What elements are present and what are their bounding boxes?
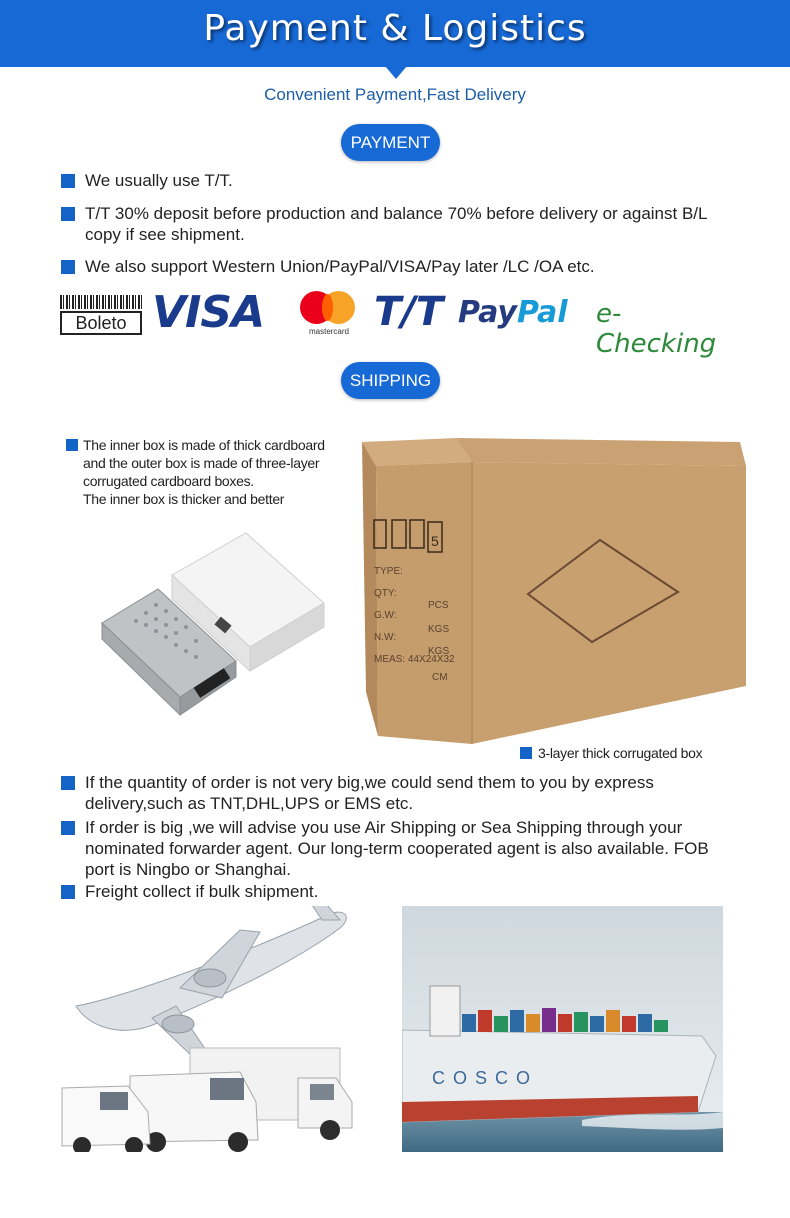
inner-box-note-line: The inner box is made of thick cardboard — [83, 437, 325, 453]
payment-bullet-text: T/T 30% deposit before production and balance 70% before delivery or against B/L copy if see shipment. — [85, 204, 707, 244]
payment-bullet-text: We also support Western Union/PayPal/VISA/Pay later /LC /OA etc. — [85, 257, 595, 276]
shipping-section-label: SHIPPING — [341, 362, 440, 399]
shipping-bullet-text: If order is big ,we will advise you use Air Shipping or Sea Shipping through your nominated forwarder agent. Our long-term cooperated agent is also available. FOB port is Ningbo or Shanghai. — [85, 818, 709, 879]
paypal-logo-pay: Pay — [458, 295, 517, 330]
boleto-logo — [60, 295, 142, 333]
echecking-logo: e-Checking — [596, 299, 717, 359]
bullet-square-icon — [61, 260, 75, 274]
page-subtitle: Convenient Payment,Fast Delivery — [264, 85, 526, 104]
shipping-bullet — [61, 817, 741, 880]
mastercard-logo — [300, 291, 360, 341]
payment-bullet — [61, 256, 741, 277]
tt-logo: T/T — [374, 289, 444, 335]
box-marking-nw: N.W: — [374, 632, 397, 643]
air-freight-image — [60, 906, 356, 1152]
shipping-bullet — [61, 881, 741, 902]
bullet-square-icon — [61, 885, 75, 899]
box-marking-cm: CM — [432, 672, 448, 683]
product-inner-box-image — [96, 525, 328, 725]
box-marking-type: TYPE: — [374, 566, 403, 577]
payment-bullet — [61, 170, 741, 191]
bullet-square-icon — [66, 439, 78, 451]
shipping-bullet-text: If the quantity of order is not very big,we could send them to you by express delivery,such as TNT,DHL,UPS or EMS etc. — [85, 773, 654, 813]
barcode-icon — [60, 295, 142, 309]
inner-box-note-line: The inner box is thicker and better — [83, 491, 285, 507]
box-marking-qty: QTY: — [374, 588, 397, 599]
shipping-bullet — [61, 772, 741, 814]
visa-logo: VISA — [152, 287, 265, 338]
box-marking-gw: G.W: — [374, 610, 397, 621]
inner-box-note — [66, 436, 356, 508]
box-marking-5: 5 — [431, 533, 439, 549]
banner-pointer — [385, 66, 407, 79]
bullet-square-icon — [61, 821, 75, 835]
page-title: Payment & Logistics — [203, 8, 587, 49]
inner-box-note-line: and the outer box is made of three-layer — [83, 455, 320, 471]
paypal-logo-pal: Pal — [516, 295, 568, 330]
bullet-square-icon — [520, 747, 532, 759]
box-marking-pcs: PCS — [428, 600, 449, 611]
bullet-square-icon — [61, 207, 75, 221]
box-marking-kgs: KGS — [428, 646, 450, 657]
boleto-logo-text: Boleto — [60, 311, 142, 335]
bullet-square-icon — [61, 174, 75, 188]
sea-freight-image — [402, 906, 723, 1152]
payment-section-label: PAYMENT — [341, 124, 440, 161]
box-caption — [520, 745, 702, 761]
mastercard-logo-text: mastercard — [308, 327, 349, 336]
mastercard-overlap — [322, 294, 333, 321]
box-caption-text: 3-layer thick corrugated box — [538, 745, 703, 761]
box-marking-meas: MEAS: 44X24X32 — [374, 654, 455, 665]
inner-box-note-line: corrugated cardboard boxes. — [83, 473, 254, 489]
corrugated-box-image — [360, 436, 747, 744]
paypal-logo — [458, 295, 568, 330]
payment-bullet — [61, 203, 741, 245]
payment-bullet-text: We usually use T/T. — [85, 171, 233, 190]
payment-logos — [60, 287, 740, 357]
bullet-square-icon — [61, 776, 75, 790]
box-marking-kgs: KGS — [428, 624, 450, 635]
ship-hull-text: COSCO — [432, 1068, 539, 1088]
shipping-bullet-text: Freight collect if bulk shipment. — [85, 882, 319, 901]
